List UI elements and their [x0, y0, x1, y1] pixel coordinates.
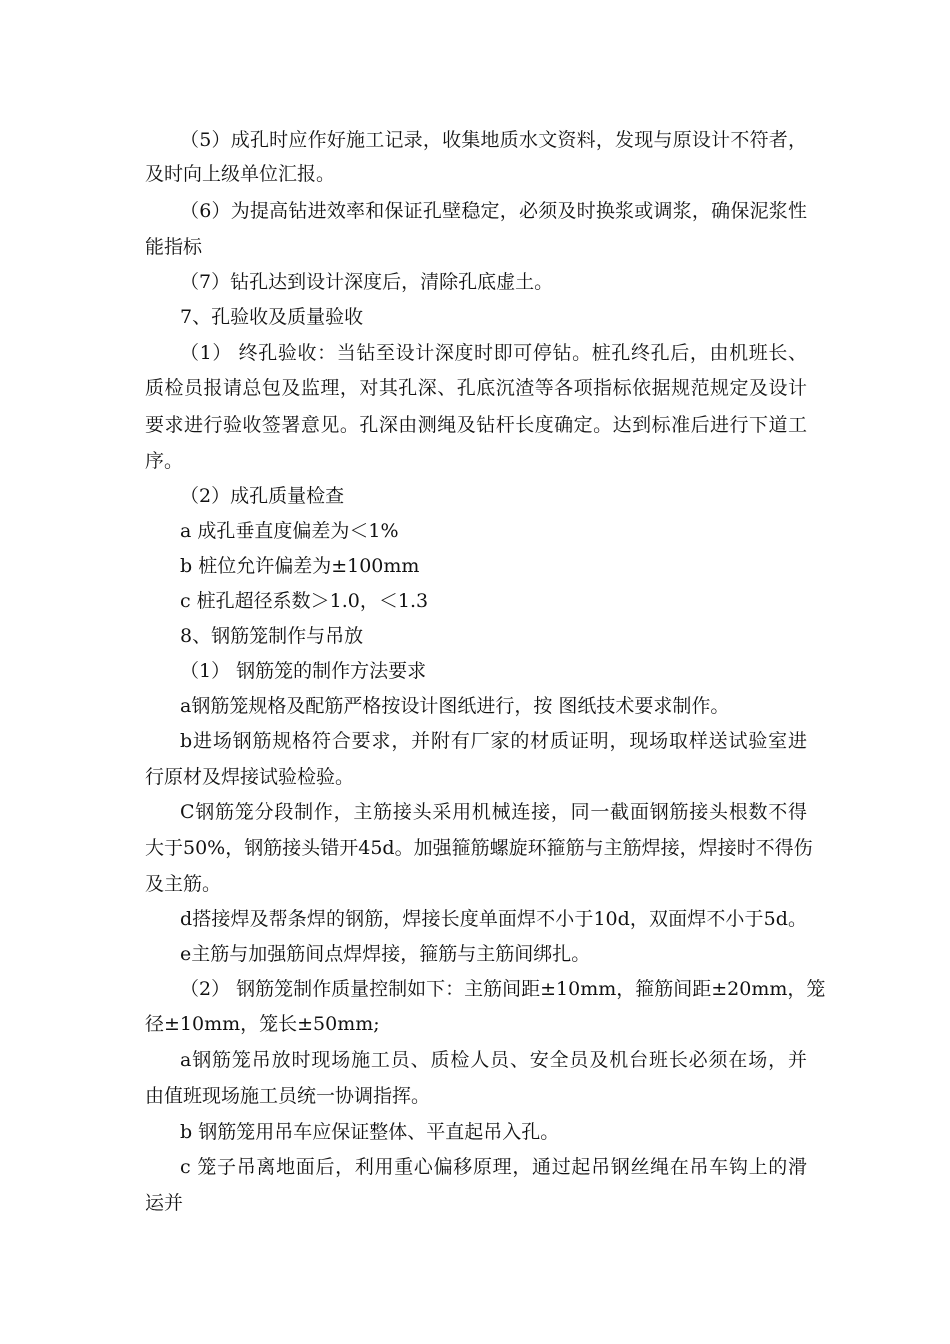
list-item: a 成孔垂直度偏差为＜1% — [180, 520, 399, 542]
paragraph-line: 及时向上级单位汇报。 — [145, 163, 336, 185]
section-heading: 7、孔验收及质量验收 — [180, 306, 364, 328]
paragraph-line: 径±10mm，笼长±50mm; — [145, 1013, 380, 1035]
paragraph-line: e主筋与加强筋间点焊焊接，箍筋与主筋间绑扎。 — [180, 943, 591, 965]
paragraph-line: b 钢筋笼用吊车应保证整体、平直起吊入孔。 — [180, 1121, 560, 1143]
paragraph-line: 要求进行验收签署意见。孔深由测绳及钻杆长度确定。达到标准后进行下道工 — [145, 414, 807, 436]
list-item: c 桩孔超径系数＞1.0，＜1.3 — [180, 590, 429, 612]
paragraph-line: 及主筋。 — [145, 873, 222, 895]
paragraph-line: （1） 终孔验收：当钻至设计深度时即可停钻。桩孔终孔后，由机班长、 — [180, 342, 807, 364]
paragraph-line: （1） 钢筋笼的制作方法要求 — [180, 660, 427, 682]
section-heading: 8、钢筋笼制作与吊放 — [180, 625, 364, 647]
paragraph-line: 行原材及焊接试验检验。 — [145, 766, 355, 788]
paragraph-line: C钢筋笼分段制作，主筋接头采用机械连接，同一截面钢筋接头根数不得 — [180, 801, 807, 823]
paragraph-line: b进场钢筋规格符合要求，并附有厂家的材质证明，现场取样送试验室进 — [180, 730, 807, 752]
paragraph-line: a钢筋笼吊放时现场施工员、质检人员、安全员及机台班长必须在场，并 — [180, 1049, 807, 1071]
paragraph-line: d搭接焊及帮条焊的钢筋，焊接长度单面焊不小于10d，双面焊不小于5d。 — [180, 908, 807, 930]
paragraph-line: 由值班现场施工员统一协调指挥。 — [145, 1085, 431, 1107]
paragraph-line: c 笼子吊离地面后，利用重心偏移原理，通过起吊钢丝绳在吊车钩上的滑 — [180, 1156, 807, 1178]
paragraph-line: 质检员报请总包及监理，对其孔深、孔底沉渣等各项指标依据规范规定及设计 — [145, 377, 807, 399]
paragraph-line: a钢筋笼规格及配筋严格按设计图纸进行，按 图纸技术要求制作。 — [180, 695, 730, 717]
list-item: b 桩位允许偏差为±100mm — [180, 555, 420, 577]
paragraph-line: 大于50%，钢筋接头错开45d。加强箍筋螺旋环箍筋与主筋焊接，焊接时不得伤 — [145, 837, 813, 859]
paragraph-line: 序。 — [145, 450, 184, 472]
paragraph-line: （2） 钢筋笼制作质量控制如下：主筋间距±10mm，箍筋间距±20mm，笼 — [180, 978, 826, 1000]
paragraph-line: （7）钻孔达到设计深度后，清除孔底虚土。 — [180, 271, 554, 293]
paragraph-line: （6）为提高钻进效率和保证孔壁稳定，必须及时换浆或调浆，确保泥浆性 — [180, 200, 807, 222]
paragraph-line: 能指标 — [145, 236, 203, 258]
paragraph-line: 运并 — [145, 1192, 184, 1214]
paragraph-line: （5）成孔时应作好施工记录，收集地质水文资料，发现与原设计不符者， — [180, 129, 807, 151]
paragraph-line: （2）成孔质量检查 — [180, 485, 345, 507]
